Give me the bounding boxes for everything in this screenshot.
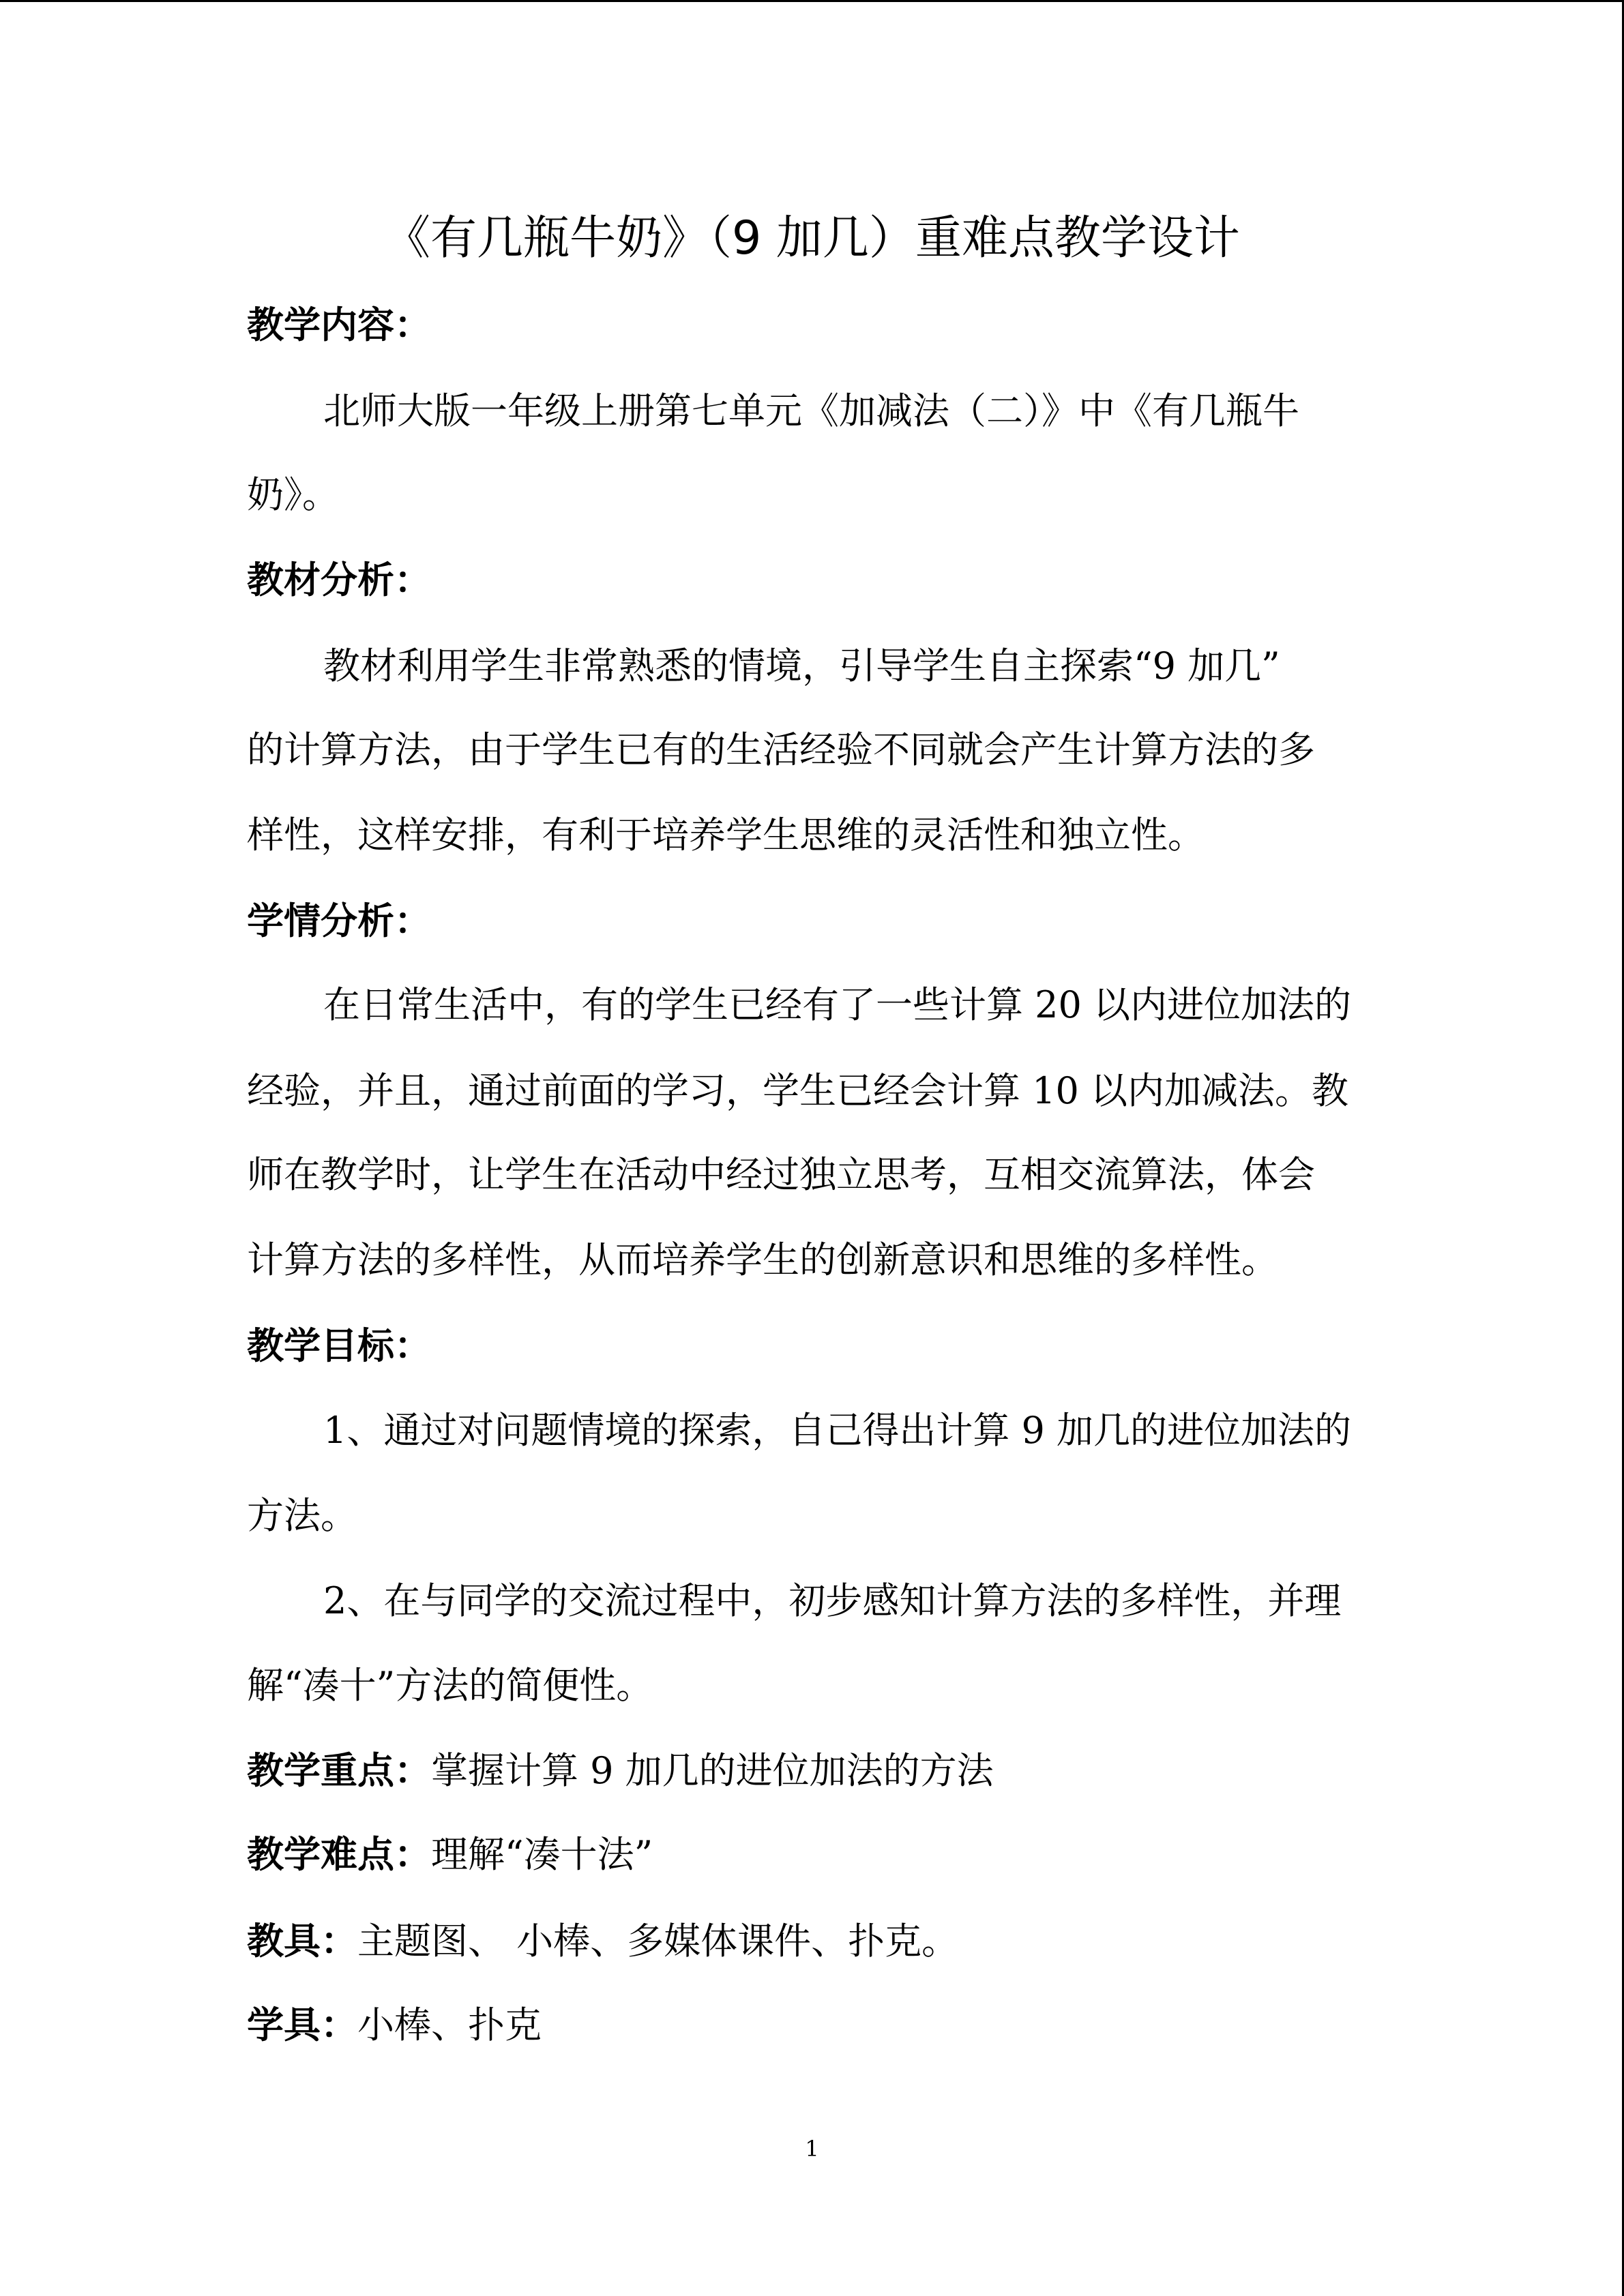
paragraph-line: 北师大版一年级上册第七单元《加减法（二）》中《有几瓶牛 xyxy=(323,389,1299,432)
paragraph-line: 教材利用学生非常熟悉的情境，引导学生自主探索“9 加几” xyxy=(323,644,1280,687)
page-number: 1 xyxy=(805,2136,819,2162)
paragraph-line: 在日常生活中，有的学生已经有了一些计算 20 以内进位加法的 xyxy=(323,983,1352,1026)
paragraph-line: 的计算方法，由于学生已有的生活经验不同就会产生计算方法的多 xyxy=(247,728,1315,771)
goal-line: 1、通过对问题情境的探索，自己得出计算 9 加几的进位加法的 xyxy=(323,1409,1352,1452)
goal-line: 2、在与同学的交流过程中，初步感知计算方法的多样性，并理 xyxy=(323,1579,1342,1622)
key-point-text: 掌握计算 9 加几的进位加法的方法 xyxy=(431,1749,994,1792)
goal-line: 解“凑十”方法的简便性。 xyxy=(247,1664,653,1707)
heading-teaching-goals: 教学目标： xyxy=(247,1324,431,1367)
paragraph-line: 经验，并且，通过前面的学习，学生已经会计算 10 以内加减法。教 xyxy=(247,1069,1349,1112)
document-title: 《有几瓶牛奶》（9 加几）重难点教学设计 xyxy=(384,211,1240,265)
difficulty-label: 教学难点： xyxy=(247,1833,431,1876)
paragraph-line: 师在教学时，让学生在活动中经过独立思考，互相交流算法，体会 xyxy=(247,1153,1315,1196)
teaching-aids-label: 教具： xyxy=(247,1920,357,1963)
teaching-aids-row xyxy=(247,1914,1372,1969)
learning-aids-label: 学具： xyxy=(247,2003,357,2046)
learning-aids-text: 小棒、扑克 xyxy=(357,2003,542,2046)
heading-material-analysis: 教材分析： xyxy=(247,558,431,601)
heading-teaching-content: 教学内容： xyxy=(247,303,431,346)
key-point-label: 教学重点： xyxy=(247,1749,431,1792)
goal-line: 方法。 xyxy=(247,1494,357,1537)
paragraph-line: 样性，这样安排，有利于培养学生思维的灵活性和独立性。 xyxy=(247,814,1205,856)
key-point-row xyxy=(247,1744,1372,1798)
paragraph-line: 奶》。 xyxy=(247,473,339,516)
difficulty-row xyxy=(247,1828,1372,1882)
difficulty-text: 理解“凑十法” xyxy=(431,1833,653,1876)
page-border-top xyxy=(0,0,1624,2)
teaching-aids-text: 主题图、 小棒、多媒体课件、扑克。 xyxy=(357,1920,959,1963)
heading-student-analysis: 学情分析： xyxy=(247,899,431,942)
paragraph-line: 计算方法的多样性，从而培养学生的创新意识和思维的多样性。 xyxy=(247,1238,1278,1281)
learning-aids-row xyxy=(247,1998,1372,2053)
